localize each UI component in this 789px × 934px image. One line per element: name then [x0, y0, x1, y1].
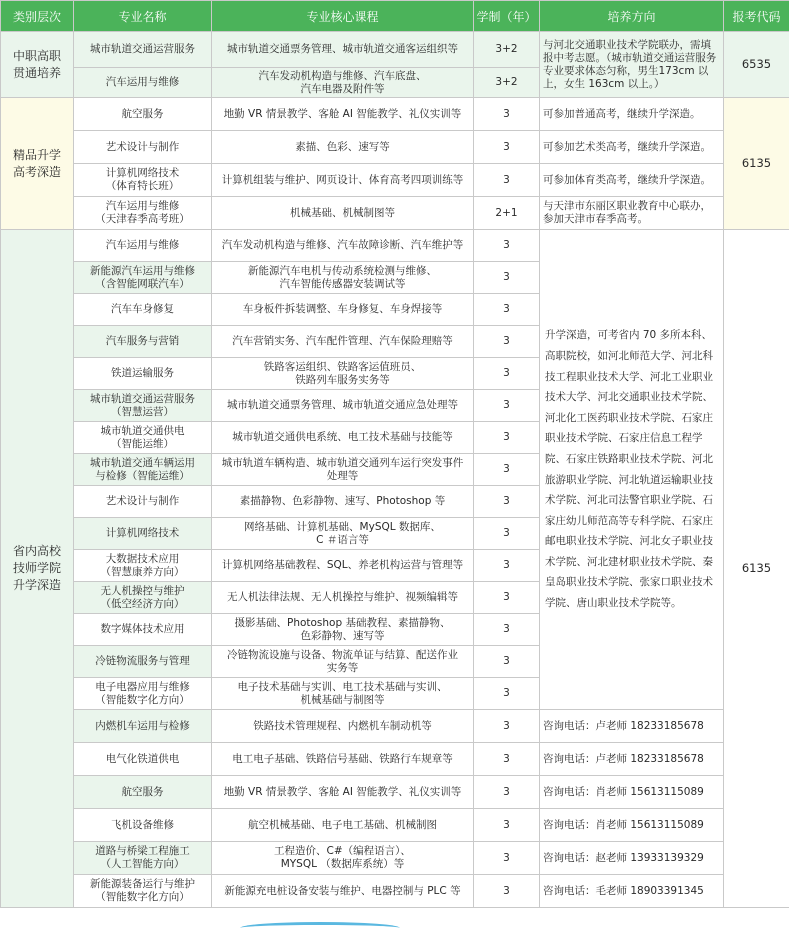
major-name: 电子电器应用与维修 （智能数字化方向）	[74, 678, 212, 710]
years: 3	[474, 550, 540, 582]
exam-code: 6135	[724, 98, 789, 230]
major-name: 内燃机车运用与检修	[74, 710, 212, 743]
years: 3	[474, 164, 540, 197]
years: 3	[474, 743, 540, 776]
major-name: 汽车车身修复	[74, 294, 212, 326]
years: 3	[474, 875, 540, 908]
table-row	[1, 875, 789, 908]
years: 3	[474, 486, 540, 518]
major-name: 数字媒体技术应用	[74, 614, 212, 646]
years: 3	[474, 230, 540, 262]
years: 3	[474, 262, 540, 294]
major-name: 新能源汽车运用与维修 （含智能网联汽车）	[74, 262, 212, 294]
contact-phone: 咨询电话：毛老师 18903391345	[540, 875, 724, 908]
core-courses: 汽车营销实务、汽车配件管理、汽车保险理赔等	[212, 326, 474, 358]
major-name: 新能源装备运行与维护 （智能数字化方向）	[74, 875, 212, 908]
table-row	[1, 776, 789, 809]
core-courses: 电工电子基础、铁路信号基础、铁路行车规章等	[212, 743, 474, 776]
years: 3	[474, 646, 540, 678]
core-courses: 素描、色彩、速写等	[212, 131, 474, 164]
contact-phone: 咨询电话：赵老师 13933139329	[540, 842, 724, 875]
header-category: 类别层次	[1, 1, 74, 32]
contact-phone: 咨询电话：卢老师 18233185678	[540, 710, 724, 743]
years: 3	[474, 326, 540, 358]
core-courses: 地勤 VR 情景教学、客舱 AI 智能教学、礼仪实训等	[212, 776, 474, 809]
years: 3	[474, 131, 540, 164]
header-direction: 培养方向	[540, 1, 724, 32]
direction: 与河北交通职业技术学院联办，需填报中考志愿。（城市轨道交通运营服务专业要求体态匀称，男生173cm 以上，女生 163cm 以上。）	[540, 32, 724, 98]
major-name: 航空服务	[74, 776, 212, 809]
major-name: 汽车运用与维修 （天津春季高考班）	[74, 197, 212, 230]
core-courses: 地勤 VR 情景教学、客舱 AI 智能教学、礼仪实训等	[212, 98, 474, 131]
major-name: 冷链物流服务与管理	[74, 646, 212, 678]
exam-code: 6135	[724, 230, 789, 908]
table-row	[1, 743, 789, 776]
core-courses: 计算机组装与维护、网页设计、体育高考四项训练等	[212, 164, 474, 197]
category-cell: 省内高校 技师学院 升学深造	[1, 230, 74, 908]
header-courses: 专业核心课程	[212, 1, 474, 32]
table-row	[1, 197, 789, 230]
major-name: 计算机网络技术	[74, 518, 212, 550]
table-row	[1, 164, 789, 197]
header-years: 学制（年）	[474, 1, 540, 32]
core-courses: 网络基础、计算机基础、MySQL 数据库、 C ＃语言等	[212, 518, 474, 550]
years: 3	[474, 358, 540, 390]
category-cell: 中职高职 贯通培养	[1, 32, 74, 98]
core-courses: 新能源充电桩设备安装与维护、电器控制与 PLC 等	[212, 875, 474, 908]
years: 3	[474, 390, 540, 422]
years: 3	[474, 614, 540, 646]
years: 3+2	[474, 68, 540, 98]
major-name: 无人机操控与维护 （低空经济方向）	[74, 582, 212, 614]
core-courses: 冷链物流设施与设备、物流单证与结算、配送作业 实务等	[212, 646, 474, 678]
years: 3	[474, 710, 540, 743]
header-code: 报考代码	[724, 1, 789, 32]
table-row	[1, 230, 789, 262]
years: 3	[474, 776, 540, 809]
years: 3	[474, 842, 540, 875]
core-courses: 无人机法律法规、无人机操控与维护、视频编辑等	[212, 582, 474, 614]
core-courses: 工程造价、C#（编程语言）、 MYSQL （数据库系统）等	[212, 842, 474, 875]
contact-phone: 咨询电话：肖老师 15613115089	[540, 809, 724, 842]
table-row	[1, 98, 789, 131]
core-courses: 航空机械基础、电子电工基础、机械制图	[212, 809, 474, 842]
major-name: 大数据技术应用 （智慧康养方向）	[74, 550, 212, 582]
direction: 与天津市东丽区职业教育中心联办，参加天津市春季高考。	[540, 197, 724, 230]
table-row	[1, 842, 789, 875]
major-name: 道路与桥梁工程施工 （人工智能方向）	[74, 842, 212, 875]
core-courses: 汽车发动机构造与维修、汽车底盘、 汽车电器及附件等	[212, 68, 474, 98]
major-name: 艺术设计与制作	[74, 131, 212, 164]
core-courses: 铁路客运组织、铁路客运值班员、 铁路列车服务实务等	[212, 358, 474, 390]
core-courses: 新能源汽车电机与传动系统检测与维修、 汽车智能传感器安装调试等	[212, 262, 474, 294]
major-name: 城市轨道交通车辆运用 与检修（智能运维）	[74, 454, 212, 486]
major-name: 城市轨道交通供电 （智能运维）	[74, 422, 212, 454]
table-row	[1, 710, 789, 743]
direction: 升学深造，可考省内 70 多所本科、高职院校，如河北师范大学、河北科技工程职业技术大学、河北工业职业技术大学、河北交通职业技术学院、河北化工医药职业技术学院、石家庄职业技术学院、石家庄信息工程学院、石家庄铁路职业技术学院、河北旅游职业学院、河北轨道运输职业技术学院、河北司法警官职业学院、石家庄幼儿师范高等专科学院、石家庄邮电职业技术学院、河北女子职业技术学院、河北建材职业技术学院、秦皇岛职业技术学院、张家口职业技术学院、唐山职业技术学院等。	[540, 230, 724, 710]
core-courses: 城市轨道车辆构造、城市轨道交通列车运行突发事件 处理等	[212, 454, 474, 486]
exam-code: 6535	[724, 32, 789, 98]
contact-phone: 咨询电话：肖老师 15613115089	[540, 776, 724, 809]
header-row	[1, 1, 789, 32]
years: 3	[474, 809, 540, 842]
header-major: 专业名称	[74, 1, 212, 32]
decorative-arc	[240, 922, 400, 934]
table-row	[1, 131, 789, 164]
major-name: 电气化铁道供电	[74, 743, 212, 776]
contact-phone: 咨询电话：卢老师 18233185678	[540, 743, 724, 776]
years: 3	[474, 422, 540, 454]
major-name: 城市轨道交通运营服务 （智慧运营）	[74, 390, 212, 422]
core-courses: 城市轨道交通票务管理、城市轨道交通应急处理等	[212, 390, 474, 422]
table-row	[1, 809, 789, 842]
years: 3	[474, 582, 540, 614]
major-name: 城市轨道交通运营服务	[74, 32, 212, 68]
core-courses: 摄影基础、Photoshop 基础教程、素描静物、 色彩静物、速写等	[212, 614, 474, 646]
years: 3	[474, 678, 540, 710]
major-name: 航空服务	[74, 98, 212, 131]
major-name: 飞机设备维修	[74, 809, 212, 842]
core-courses: 铁路技术管理规程、内燃机车制动机等	[212, 710, 474, 743]
years: 2+1	[474, 197, 540, 230]
years: 3	[474, 294, 540, 326]
core-courses: 城市轨道交通票务管理、城市轨道交通客运组织等	[212, 32, 474, 68]
years: 3	[474, 518, 540, 550]
category-cell: 精品升学 高考深造	[1, 98, 74, 230]
major-name: 铁道运输服务	[74, 358, 212, 390]
direction: 可参加普通高考，继续升学深造。	[540, 98, 724, 131]
direction: 可参加艺术类高考，继续升学深造。	[540, 131, 724, 164]
core-courses: 汽车发动机构造与维修、汽车故障诊断、汽车维护等	[212, 230, 474, 262]
years: 3	[474, 454, 540, 486]
core-courses: 电子技术基础与实训、电工技术基础与实训、 机械基础与制图等	[212, 678, 474, 710]
years: 3+2	[474, 32, 540, 68]
table-row	[1, 32, 789, 68]
direction: 可参加体育类高考，继续升学深造。	[540, 164, 724, 197]
major-name: 计算机网络技术 （体育特长班）	[74, 164, 212, 197]
core-courses: 车身板件拆装调整、车身修复、车身焊接等	[212, 294, 474, 326]
core-courses: 城市轨道交通供电系统、电工技术基础与技能等	[212, 422, 474, 454]
years: 3	[474, 98, 540, 131]
major-name: 艺术设计与制作	[74, 486, 212, 518]
major-name: 汽车运用与维修	[74, 230, 212, 262]
core-courses: 素描静物、色彩静物、速写、Photoshop 等	[212, 486, 474, 518]
core-courses: 计算机网络基础教程、SQL、养老机构运营与管理等	[212, 550, 474, 582]
core-courses: 机械基础、机械制图等	[212, 197, 474, 230]
major-name: 汽车运用与维修	[74, 68, 212, 98]
major-name: 汽车服务与营销	[74, 326, 212, 358]
